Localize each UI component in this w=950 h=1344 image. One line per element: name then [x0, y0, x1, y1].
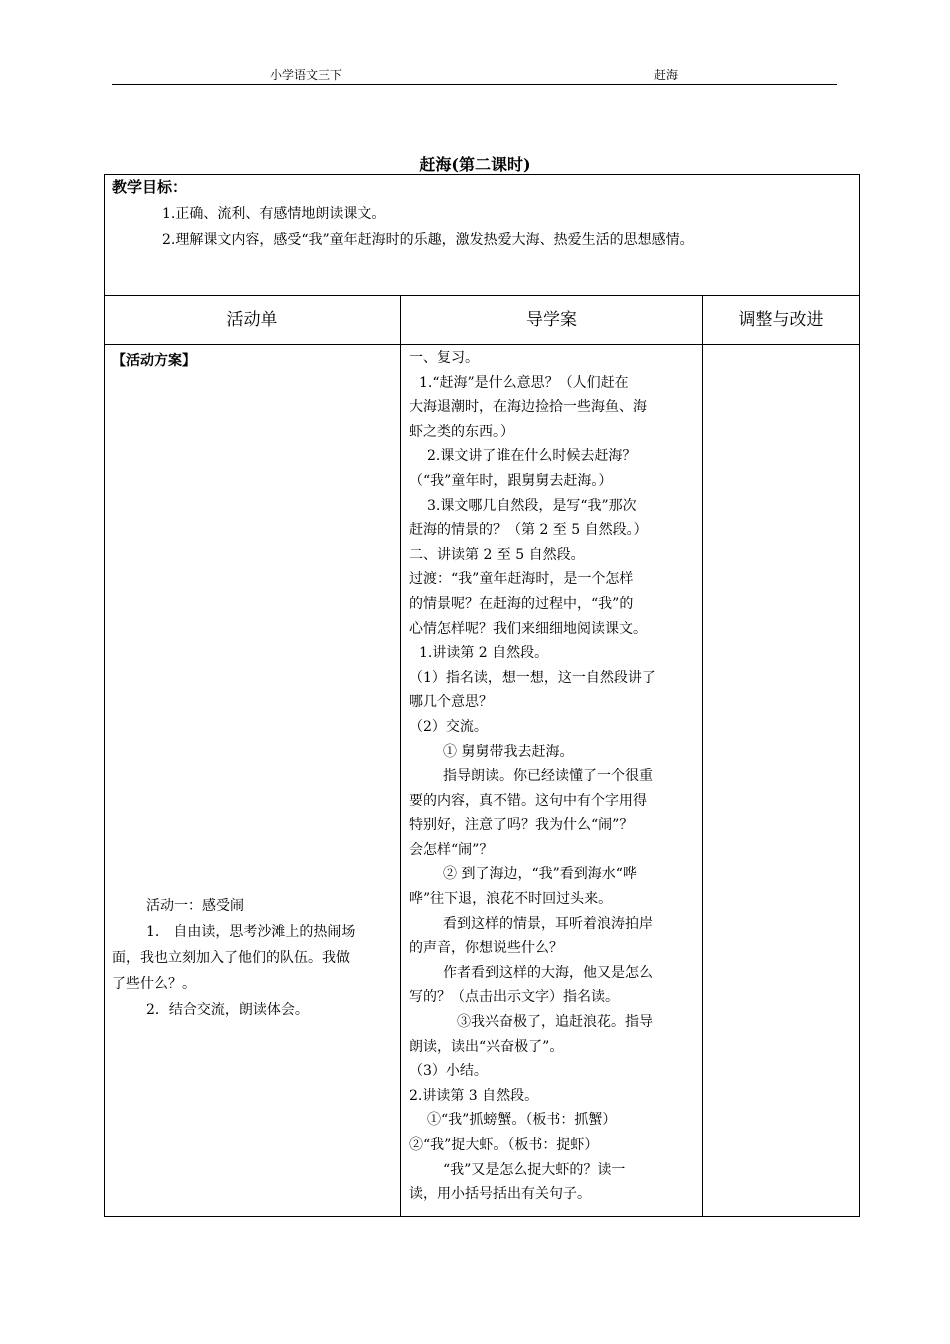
guide-line: 的声音，你想说些什么？ [409, 940, 563, 957]
guide-line: 心情怎样呢？我们来细细地阅读课文。 [409, 620, 647, 637]
guide-line: （1）指名读，想一想，这一自然段讲了 [409, 669, 656, 686]
activity-line: 1. 自由读，思考沙滩上的热闹场 [146, 924, 356, 940]
guide-line: ①“我”抓螃蟹。（板书：抓蟹） [427, 1112, 617, 1129]
column-divider-2 [702, 295, 703, 1217]
guide-line: 一、复习。 [409, 350, 479, 366]
guide-block [409, 346, 701, 1207]
activity-line: 面，我也立刻加入了他们的队伍。我做 [112, 950, 350, 966]
guide-line: 朗读，读出“兴奋极了”。 [409, 1038, 564, 1055]
header-subject: 小学语文三下 [270, 68, 343, 82]
activity-line: 了些什么？。 [112, 976, 196, 992]
guide-line: 作者看到这样的大海，他又是怎么 [443, 964, 653, 981]
header-lesson: 赶海 [654, 68, 679, 82]
goal-item: 2.理解课文内容，感受“我”童年赶海时的乐趣，激发热爱大海、热爱生活的思想感情。 [162, 232, 694, 248]
table-border-right [859, 174, 860, 1217]
column-divider-1 [400, 295, 401, 1217]
column-header-guide: 导学案 [526, 310, 577, 330]
guide-line: 指导朗读。你已经读懂了一个很重 [443, 768, 653, 785]
guide-line: 赶海的情景的？（第 2 至 5 自然段。） [409, 522, 648, 539]
activity-block [112, 893, 397, 1023]
activity-name: 活动一：感受闹 [146, 898, 244, 914]
guide-line: 的情景呢？在赶海的过程中，“我”的 [409, 595, 634, 612]
guide-line: （3）小结。 [409, 1063, 488, 1080]
activity-line: 2．结合交流，朗读体会。 [146, 1002, 309, 1018]
column-header-activity: 活动单 [226, 310, 278, 330]
guide-line: 要的内容，真不错。这句中有个字用得 [409, 792, 647, 809]
guide-line: 看到这样的情景，耳听着浪涛拍岸 [443, 915, 653, 932]
guide-line: ③我兴奋极了，追赶浪花。指导 [457, 1014, 653, 1031]
guide-line: （2）交流。 [409, 718, 488, 735]
guide-line: 大海退潮时，在海边捡拾一些海鱼、海 [409, 399, 647, 416]
guide-line: ②“我”捉大虾。（板书：捉虾） [409, 1137, 599, 1153]
guide-line: ① 舅舅带我去赶海。 [443, 743, 574, 760]
guide-line: 过渡：“我”童年赶海时，是一个怎样 [409, 571, 634, 588]
lesson-table [104, 174, 860, 1217]
table-border-top [104, 174, 860, 175]
guide-line: 哪几个意思？ [409, 694, 493, 711]
guide-line: “我”又是怎么捉大虾的？读一 [443, 1161, 626, 1178]
activity-plan-heading: 【活动方案】 [112, 353, 196, 369]
guide-line: 2.课文讲了谁在什么时候去赶海？ [427, 448, 637, 465]
guide-line: 写的？（点击出示文字）指名读。 [409, 989, 619, 1006]
page-title: 赶海(第二课时) [419, 155, 531, 174]
guide-line: 虾之类的东西。） [409, 423, 514, 440]
guide-line: 1.讲读第 2 自然段。 [419, 645, 549, 662]
goal-item: 1.正确、流利、有感情地朗读课文。 [162, 206, 386, 222]
guide-line: 读，用小括号括出有关句子。 [409, 1186, 591, 1203]
guide-line: 特别好，注意了吗？我为什么“闹”？ [409, 817, 634, 834]
guide-line: 会怎样“闹”？ [409, 841, 494, 858]
column-header-adjust: 调整与改进 [738, 310, 824, 330]
table-border-bottom [104, 1216, 860, 1217]
header-divider [104, 344, 860, 345]
guide-line: （“我”童年时，跟舅舅去赶海。） [409, 472, 613, 489]
goals-label: 教学目标： [112, 178, 188, 196]
guide-line: 3.课文哪几自然段，是写“我”那次 [427, 497, 637, 514]
guide-line: 二、讲读第 2 至 5 自然段。 [409, 546, 585, 563]
guide-line: 2.讲读第 3 自然段。 [409, 1087, 539, 1104]
page-header [112, 66, 837, 85]
guide-line: ② 到了海边，“我”看到海水“哗 [443, 866, 637, 883]
guide-line: 1.“赶海”是什么意思？（人们赶在 [419, 374, 629, 391]
guide-line: 哗”往下退，浪花不时回过头来。 [409, 891, 613, 908]
